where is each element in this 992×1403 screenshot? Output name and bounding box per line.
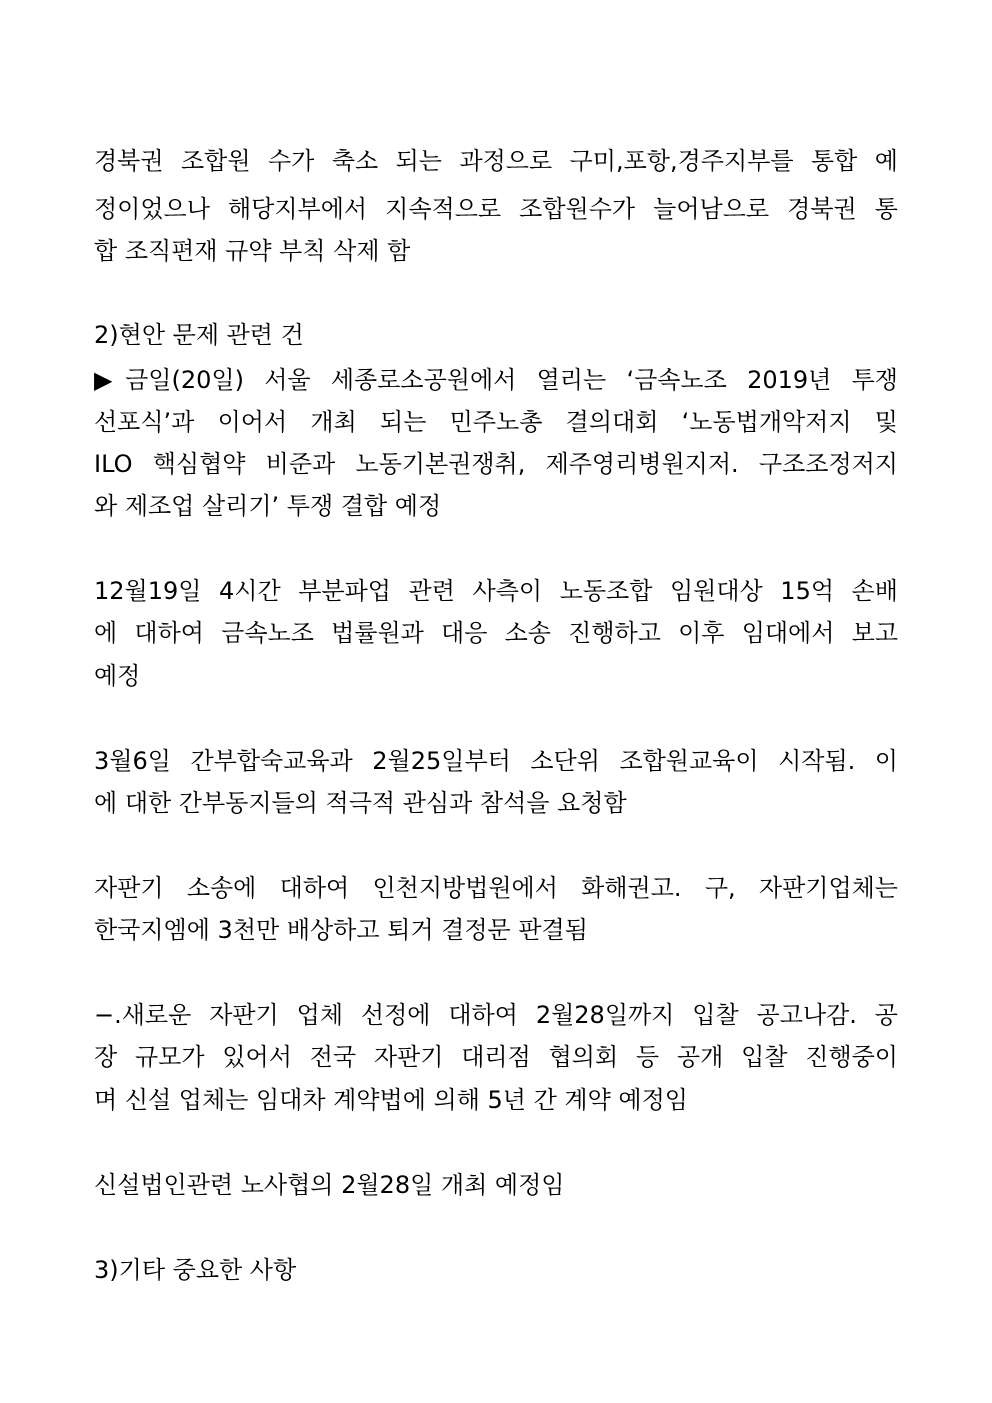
text-line: 한국지엠에 3천만 배상하고 퇴거 결정문 판결됨 [94, 916, 588, 944]
text-line: 와 제조업 살리기’ 투쟁 결합 예정 [94, 492, 442, 520]
text-line: 예정 [94, 662, 141, 690]
text-line: ▶금일(20일) 서울 세종로소공원에서 열리는 ‘금속노조 2019년 투쟁 [94, 366, 898, 394]
section-heading: 2)현안 문제 관련 건 [94, 321, 304, 349]
text-line: 자판기 소송에 대하여 인천지방법원에서 화해권고. 구, 자판기업체는 [94, 874, 898, 902]
text-line: 12월19일 4시간 부분파업 관련 사측이 노동조합 임원대상 15억 손배 [94, 577, 898, 605]
text-line: 3월6일 간부합숙교육과 2월25일부터 소단위 조합원교육이 시작됨. 이 [94, 747, 898, 775]
text-line: −.새로운 자판기 업체 선정에 대하여 2월28일까지 입찰 공고나감. 공 [94, 1001, 898, 1029]
text-line: 경북권 조합원 수가 축소 되는 과정으로 구미,포항,경주지부를 통합 예 [94, 147, 898, 175]
section-heading: 3)기타 중요한 사항 [94, 1256, 297, 1284]
text-line: 에 대한 간부동지들의 적극적 관심과 참석을 요청함 [94, 789, 627, 817]
text-line: 합 조직편재 규약 부칙 삭제 함 [94, 237, 411, 265]
text-line: ILO 핵심협약 비준과 노동기본권쟁취, 제주영리병원지저. 구조조정저지 [94, 450, 898, 478]
text-line: 정이었으나 해당지부에서 지속적으로 조합원수가 늘어남으로 경북권 통 [94, 195, 898, 223]
text-line: 신설법인관련 노사협의 2월28일 개최 예정임 [94, 1171, 565, 1199]
text-line: 에 대하여 금속노조 법률원과 대응 소송 진행하고 이후 임대에서 보고 [94, 619, 898, 647]
text-line: 며 신설 업체는 임대차 계약법에 의해 5년 간 계약 예정임 [94, 1086, 688, 1114]
text-line: 장 규모가 있어서 전국 자판기 대리점 협의회 등 공개 입찰 진행중이 [94, 1043, 898, 1071]
text-line: 선포식’과 이어서 개최 되는 민주노총 결의대회 ‘노동법개악저지 및 [94, 408, 898, 436]
